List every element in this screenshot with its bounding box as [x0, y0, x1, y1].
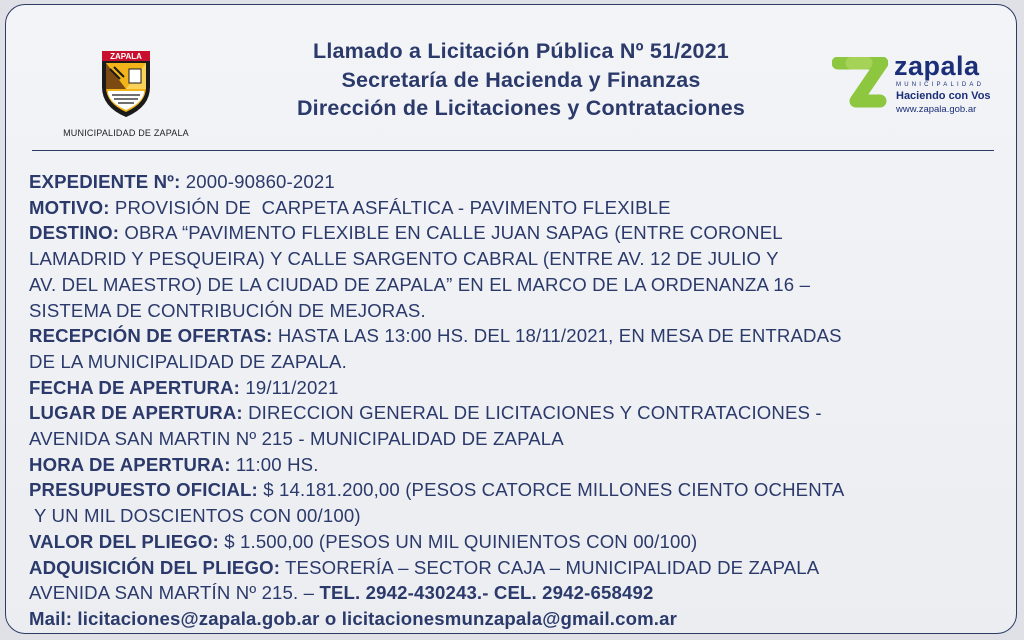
brand-logo — [832, 51, 1002, 119]
lugar-line: AVENIDA SAN MARTIN Nº 215 - MUNICIPALIDAD DE ZAPALA — [29, 428, 564, 450]
fecha-line — [29, 375, 1004, 401]
motivo-line — [29, 195, 1004, 221]
brand-url[interactable]: www.zapala.gob.ar — [896, 104, 977, 115]
valor-line — [29, 529, 1004, 555]
coat-of-arms-icon — [98, 49, 154, 119]
motivo-value: PROVISIÓN DE CARPETA ASFÁLTICA - PAVIMENTO FLEXIBLE — [109, 196, 671, 218]
announcement-body — [29, 169, 1004, 632]
recepcion-label: RECEPCIÓN DE OFERTAS: — [29, 325, 273, 347]
hora-value: 11:00 HS. — [230, 453, 319, 475]
lugar-label: LUGAR DE APERTURA: — [29, 402, 243, 424]
lugar-line — [29, 400, 1004, 426]
brand-slogan: Haciendo con Vos — [896, 90, 991, 102]
adquisicion-line — [29, 555, 1004, 581]
fecha-label: FECHA DE APERTURA: — [29, 376, 241, 398]
expediente-line — [29, 169, 1004, 195]
mail-line — [29, 606, 1004, 632]
fecha-value: 19/11/2021 — [240, 376, 339, 398]
recepcion-line — [29, 323, 1004, 349]
destino-label: DESTINO: — [29, 222, 120, 244]
destino-line: AV. DEL MAESTRO) DE LA CIUDAD DE ZAPALA” EN EL MARCO DE LA ORDENANZA 16 – — [29, 273, 811, 295]
presupuesto-label: PRESUPUESTO OFICIAL: — [29, 479, 258, 501]
adquisicion-line — [29, 580, 1004, 606]
expediente-value: 2000-90860-2021 — [180, 171, 335, 192]
hora-label: HORA DE APERTURA: — [29, 453, 231, 475]
crest-caption: MUNICIPALIDAD DE ZAPALA — [63, 128, 189, 138]
adquisicion-address: AVENIDA SAN MARTÍN Nº 215. – — [29, 582, 320, 604]
destino-line: LAMADRID Y PESQUEIRA) Y CALLE SARGENTO CABRAL (ENTRE AV. 12 DE JULIO Y — [29, 248, 779, 270]
destino-line: SISTEMA DE CONTRIBUCIÓN DE MEJORAS. — [29, 299, 426, 321]
divider — [32, 150, 994, 151]
header-secretaria: Secretaría de Hacienda y Finanzas — [341, 67, 701, 92]
destino-value: OBRA “PAVIMENTO FLEXIBLE EN CALLE JUAN SAPAG (ENTRE CORONEL — [119, 222, 783, 244]
page-title: Llamado a Licitación Pública Nº 51/2021 — [313, 39, 729, 63]
destino-line — [29, 220, 1004, 246]
adquisicion-label: ADQUISICIÓN DEL PLIEGO: — [29, 556, 281, 578]
contact-phones: TEL. 2942-430243.- CEL. 2942-658492 — [319, 582, 654, 604]
recepcion-value: HASTA LAS 13:00 HS. DEL 18/11/2021, EN MESA DE ENTRADAS — [272, 325, 842, 347]
recepcion-line: DE LA MUNICIPALIDAD DE ZAPALA. — [29, 350, 347, 372]
presupuesto-value: $ 14.181.200,00 (PESOS CATORCE MILLONES CIENTO OCHENTA — [257, 479, 845, 501]
municipal-crest — [61, 49, 191, 138]
contact-mail[interactable]: Mail: licitaciones@zapala.gob.ar o licitacionesmunzapala@gmail.com.ar — [29, 607, 677, 629]
valor-value: $ 1.500,00 (PESOS UN MIL QUINIENTOS CON 00/100) — [218, 530, 698, 552]
header — [226, 37, 816, 123]
brand-name: zapala — [894, 51, 980, 81]
valor-label: VALOR DEL PLIEGO: — [29, 530, 219, 552]
crest-top-text: ZAPALA — [110, 52, 142, 61]
presupuesto-line — [29, 477, 1004, 503]
header-direccion: Dirección de Licitaciones y Contrataciones — [296, 96, 746, 120]
announcement-card — [5, 4, 1017, 634]
hora-line — [29, 452, 1004, 478]
motivo-label: MOTIVO: — [29, 196, 110, 218]
expediente-label: EXPEDIENTE Nº: — [29, 171, 181, 192]
lugar-value: DIRECCION GENERAL DE LICITACIONES Y CONTRATACIONES - — [242, 402, 822, 424]
adquisicion-value: TESORERÍA – SECTOR CAJA – MUNICIPALIDAD DE ZAPALA — [280, 556, 820, 578]
zapala-z-logo-icon — [832, 57, 888, 115]
brand-sub: MUNICIPALIDAD — [896, 82, 985, 88]
presupuesto-line: Y UN MIL DOSCIENTOS CON 00/100) — [29, 505, 361, 527]
